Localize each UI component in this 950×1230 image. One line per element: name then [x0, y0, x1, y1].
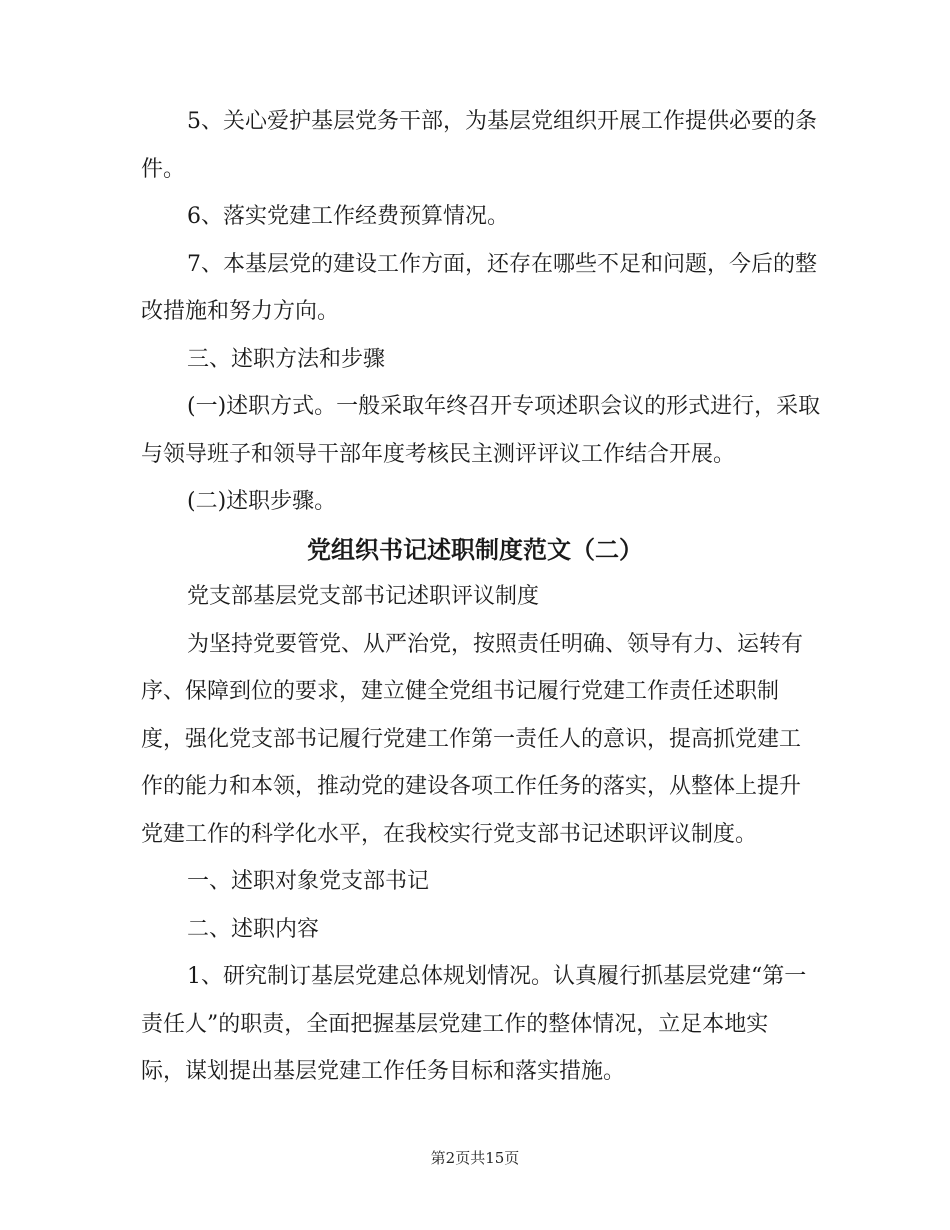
paragraph-item-7 [141, 241, 817, 336]
text-line: 6、落实党建工作经费预算情况。 [187, 204, 509, 229]
intro-paragraph [141, 621, 809, 859]
section-heading-object [141, 858, 809, 906]
document-body [141, 98, 821, 1096]
text-line: 度，强化党支部书记履行党建工作第一责任人的意识，提高抓党建工 [141, 726, 802, 752]
paragraph-item-5 [141, 98, 817, 193]
text-line: 改措施和努力方向。 [141, 299, 340, 324]
text-line: 序、保障到位的要求，建立健全党组书记履行党建工作责任述职制 [141, 679, 780, 704]
paragraph-item-1 [141, 953, 809, 1096]
paragraph-steps [141, 478, 809, 526]
text-line: 作的能力和本领，推动党的建设各项工作任务的落实，从整体上提升 [141, 774, 802, 799]
text-line: 党建工作的科学化水平，在我校实行党支部书记述职评议制度。 [141, 821, 758, 847]
text-line: 责任人”的职责，全面把握基层党建工作的整体情况，立足本地实 [141, 1011, 769, 1037]
text-line: 三、述职方法和步骤 [187, 346, 386, 372]
section-heading-method [141, 336, 809, 384]
text-line: (一)述职方式。一般采取年终召开专项述职会议的形式进行，采取 [187, 394, 821, 419]
text-line: 党支部基层党支部书记述职评议制度 [187, 584, 540, 609]
text-line: 际，谋划提出基层党建工作任务目标和落实措施。 [141, 1059, 626, 1084]
text-line: 与领导班子和领导干部年度考核民主测评评议工作结合开展。 [141, 441, 736, 467]
subtitle-paragraph [141, 573, 809, 621]
text-line: 7、本基层党的建设工作方面，还存在哪些不足和问题，今后的整 [187, 251, 817, 277]
section-heading-content [141, 906, 809, 954]
text-line: (二)述职步骤。 [187, 489, 337, 514]
text-line: 1、研究制订基层党建总体规划情况。认真履行抓基层党建“第一 [187, 964, 807, 989]
text-line: 件。 [141, 156, 186, 182]
page-number: 第2页共15页 [430, 1149, 520, 1167]
paragraph-item-6 [141, 193, 809, 241]
text-line: 为坚持党要管党、从严治党，按照责任明确、领导有力、运转有 [187, 631, 804, 657]
paragraph-method [141, 383, 821, 478]
text-line: 二、述职内容 [187, 916, 320, 942]
text-line: 一、述职对象党支部书记 [187, 869, 430, 894]
text-line: 5、关心爱护基层党务干部，为基层党组织开展工作提供必要的条 [187, 109, 817, 134]
section-title: 党组织书记述职制度范文（二） [307, 534, 643, 564]
